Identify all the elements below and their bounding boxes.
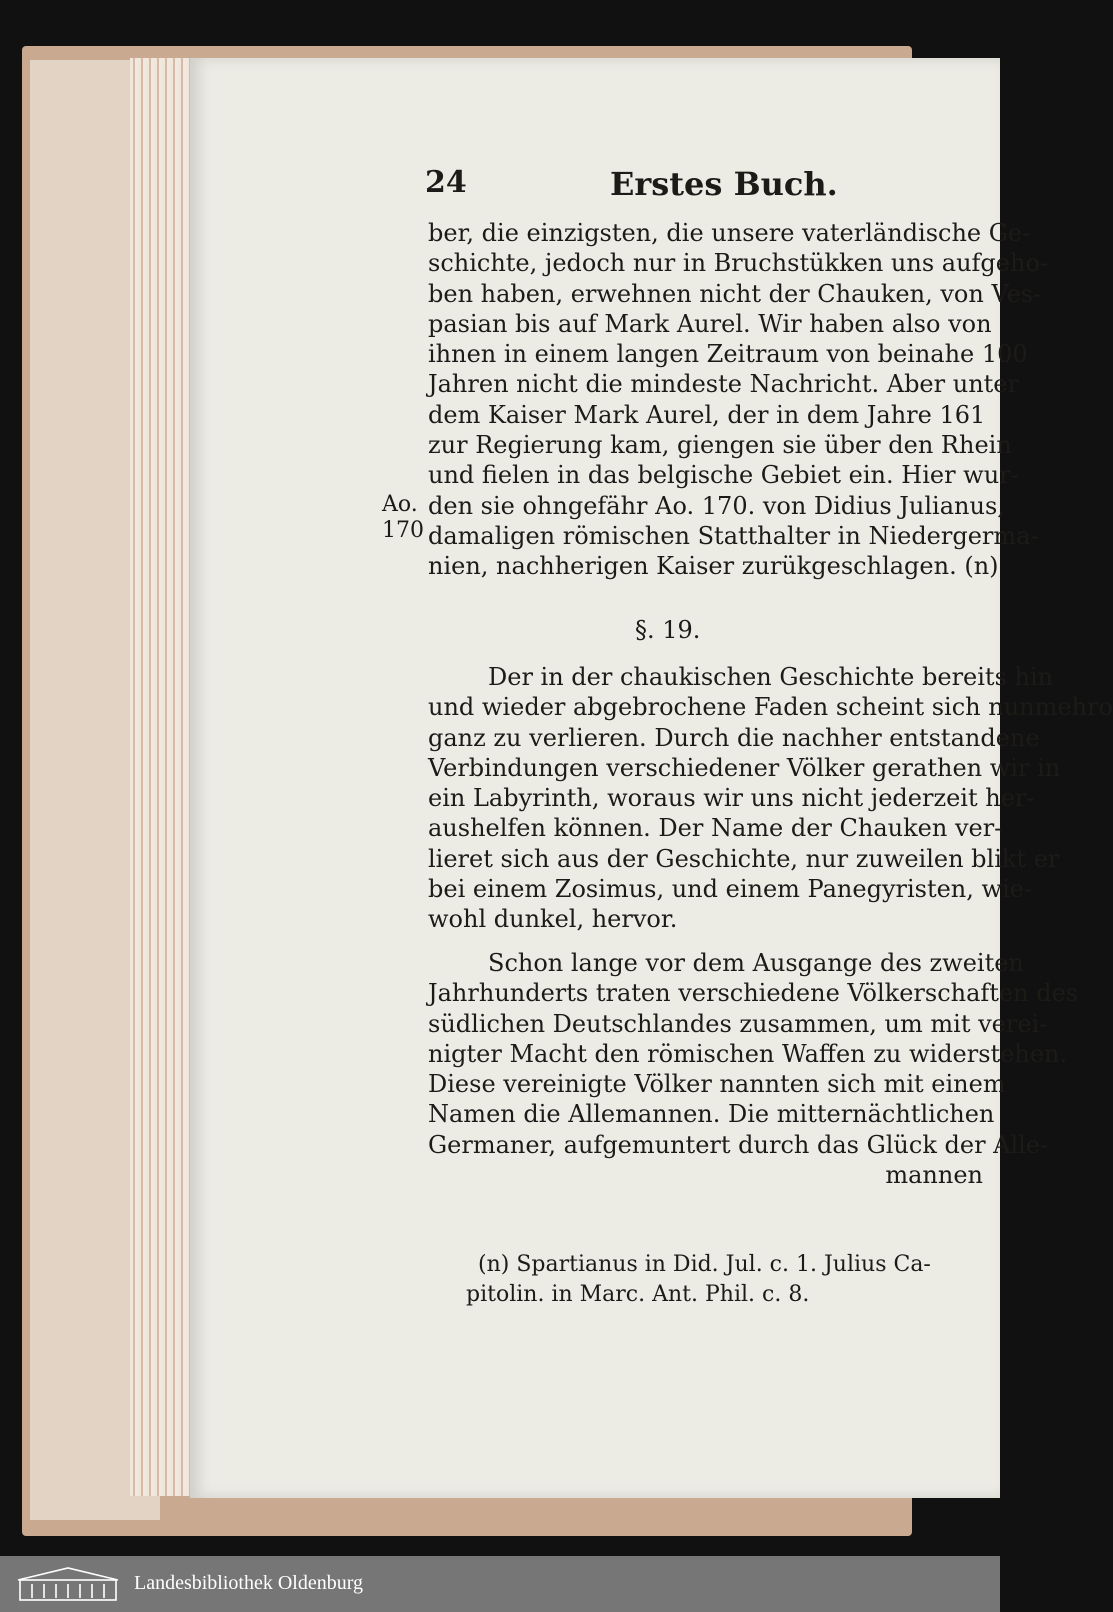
text-line: lieret sich aus der Geschichte, nur zuweilen blikt er	[428, 844, 1060, 873]
text-line: Germaner, aufgemuntert durch das Glück der Alle-	[428, 1130, 1049, 1159]
text-line: ber, die einzigsten, die unsere vaterländische Ge-	[428, 219, 1031, 247]
text-line: pasian bis auf Mark Aurel. Wir haben also von	[428, 309, 992, 338]
text-line: und wieder abgebrochene Faden scheint sich nunmehro	[428, 693, 1113, 722]
text-line: wohl dunkel, hervor.	[428, 905, 678, 934]
running-title: Erstes Buch.	[610, 165, 838, 203]
text-line: damaligen römischen Statthalter in Niedergerma-	[428, 521, 1039, 550]
text-line: ben haben, erwehnen nicht der Chauken, von Ves-	[428, 279, 1042, 308]
footnote-line: (n) Spartianus in Did. Jul. c. 1. Julius Ca-	[478, 1252, 931, 1277]
text-line: zur Regierung kam, giengen sie über den Rhein	[428, 431, 1012, 460]
text-line: Schon lange vor dem Ausgange des zweiten	[488, 949, 1024, 977]
paragraph-2	[428, 662, 1113, 935]
text-line: südlichen Deutschlandes zusammen, um mit verei-	[428, 1009, 1048, 1038]
margin-note-line: Ao.	[382, 492, 418, 517]
margin-note-line: 170	[382, 518, 424, 543]
page-number: 24	[425, 165, 467, 200]
text-line: Der in der chaukischen Geschichte bereits hin	[488, 663, 1054, 691]
paragraph-1	[428, 218, 1049, 582]
library-name[interactable]: Landesbibliothek Oldenburg	[134, 1572, 364, 1594]
text-line: Diese vereinigte Völker nannten sich mit einem	[428, 1070, 1006, 1099]
paragraph-3	[428, 948, 1079, 1190]
text-line: Jahrhunderts traten verschiedene Völkerschaften des	[428, 979, 1079, 1008]
text-line: schichte, jedoch nur in Bruchstükken uns aufgeho-	[428, 249, 1049, 278]
section-heading: §. 19.	[635, 616, 701, 644]
margin-note	[382, 492, 424, 544]
page-header	[425, 165, 985, 205]
text-line: dem Kaiser Mark Aurel, der in dem Jahre 161	[428, 400, 986, 429]
library-building-logo-icon[interactable]	[16, 1566, 120, 1602]
text-line: den sie ohngefähr Ao. 170. von Didius Julianus,	[428, 491, 1005, 520]
text-line: nien, nachherigen Kaiser zurükgeschlagen. (n)	[428, 552, 999, 581]
text-line: ganz zu verlieren. Durch die nachher entstandene	[428, 723, 1040, 752]
text-line: Verbindungen verschiedener Völker gerathen wir in	[428, 753, 1061, 782]
footnote-line: pitolin. in Marc. Ant. Phil. c. 8.	[466, 1282, 810, 1307]
text-line: ein Labyrinth, woraus wir uns nicht jederzeit her-	[428, 784, 1035, 813]
footnote	[466, 1250, 983, 1310]
text-line: Jahren nicht die mindeste Nachricht. Aber unter	[428, 370, 1019, 399]
footer-bar	[0, 1556, 1000, 1612]
text-line: ihnen in einem langen Zeitraum von beinahe 100	[428, 340, 1028, 369]
text-line: und fielen in das belgische Gebiet ein. Hier wur-	[428, 461, 1019, 490]
text-line: bei einem Zosimus, und einem Panegyristen, wie-	[428, 875, 1033, 904]
catchword: mannen	[885, 1161, 983, 1190]
page-edges	[130, 58, 192, 1496]
text-line: aushelfen können. Der Name der Chauken ver-	[428, 814, 1003, 843]
text-line: Namen die Allemannen. Die mitternächtlichen	[428, 1100, 995, 1129]
text-line: nigter Macht den römischen Waffen zu widerstehen.	[428, 1039, 1068, 1068]
